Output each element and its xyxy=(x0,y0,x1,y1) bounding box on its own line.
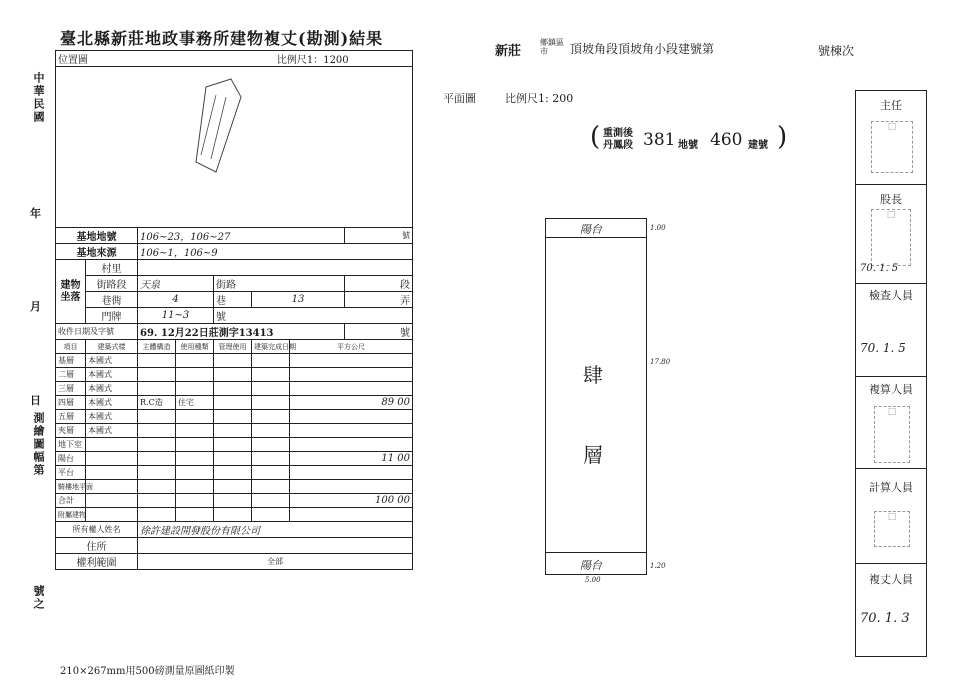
floorplan-scale: 比例尺1: 200 xyxy=(505,92,574,105)
door-suffix: 號 xyxy=(216,312,226,323)
village-label: 村里 xyxy=(101,264,122,275)
owner-label: 所有權人姓名 xyxy=(72,525,121,534)
col-usage: 使用種類 xyxy=(176,340,214,354)
floorplan-label: 平面圖 xyxy=(443,92,476,105)
section-head-stamp: □ xyxy=(871,209,911,266)
col-area: 平方公尺 xyxy=(290,340,413,354)
door-value: 11~3 xyxy=(161,310,190,321)
section-suffix: 段 xyxy=(400,280,410,291)
road-value: 天泉 xyxy=(140,280,160,291)
col-management: 管理使用 xyxy=(214,340,252,354)
district-type: 鄉鎮區市 xyxy=(540,38,564,56)
receipt-label: 收件日期及字號 xyxy=(58,326,114,336)
road-label: 街路段 xyxy=(96,280,127,291)
table-row: 夾層 本國式 xyxy=(56,424,413,438)
location-sketch xyxy=(56,67,411,227)
balcony-top-label: 陽台 xyxy=(580,223,602,236)
base-lot-value: 106~23，106~27 xyxy=(140,232,231,243)
table-row: 騎樓地平面 xyxy=(56,480,413,494)
building-location-label: 建物坐落 xyxy=(60,279,81,303)
owner-value: 徐許建設開發股份有限公司 xyxy=(140,526,260,537)
road-suffix: 街路 xyxy=(216,280,236,291)
building-suffix: 建號 xyxy=(748,140,768,151)
base-source-value: 106~1，106~9 xyxy=(140,248,218,259)
table-row: 地下室 xyxy=(56,438,413,452)
bracket-left: ( xyxy=(590,122,601,152)
bracket-right: ) xyxy=(777,122,788,152)
section-text: 頂坡角段頂坡角小段建號第 xyxy=(570,42,715,56)
table-row: 陽台 11 00 xyxy=(56,452,413,466)
alley-suffix: 弄 xyxy=(400,296,410,307)
table-row: 二層 本國式 xyxy=(56,368,413,382)
lane-label: 巷衖 xyxy=(101,296,122,307)
lane-value: 4 xyxy=(172,294,179,305)
month-label: 月 xyxy=(30,300,41,313)
location-scale: 比例尺1：1200 xyxy=(276,55,349,66)
reviewer-stamp: □ xyxy=(874,406,910,463)
dim-top: 1.00 xyxy=(650,224,666,232)
calculator-stamp: □ xyxy=(874,511,910,547)
lot-number: 381 xyxy=(643,130,676,150)
col-structure: 主體構造 xyxy=(138,340,176,354)
era-label: 中華民國 xyxy=(32,72,45,124)
year-label: 年 xyxy=(30,207,41,220)
checker-label: 檢查人員 xyxy=(869,289,913,302)
door-label: 門牌 xyxy=(101,312,122,323)
col-completion: 建築完成日期 xyxy=(252,340,290,354)
day-label: 日 xyxy=(30,394,41,407)
rights-value: 全部 xyxy=(267,557,283,566)
base-lot-suffix: 號 xyxy=(402,231,410,240)
signature-panel xyxy=(855,90,927,657)
receipt-suffix: 號 xyxy=(400,328,410,339)
receipt-value: 69. 12月22日莊測字13413 xyxy=(140,328,274,339)
balcony-bottom-label: 陽台 xyxy=(580,559,602,572)
building-no-label: 號棟次 xyxy=(818,44,855,58)
date-2: 70. 1. 5 xyxy=(860,341,906,355)
document-title: 臺北縣新莊地政事務所建物複丈(勘測)結果 xyxy=(60,29,384,48)
number-of-label: 號之 xyxy=(32,585,45,611)
measure-sheet-label: 測繪圖幅第 xyxy=(32,412,45,477)
col-style: 建築式樣 xyxy=(86,340,138,354)
table-row: 四層 本國式 R.C造 住宅 89 00 xyxy=(56,396,413,410)
dim-bottom: 1.20 xyxy=(650,562,666,570)
table-row: 五層 本國式 xyxy=(56,410,413,424)
table-row: 三層 本國式 xyxy=(56,382,413,396)
date-3: 70. 1. 3 xyxy=(860,611,910,626)
table-row: 合計 100 00 xyxy=(56,494,413,508)
floor-label-2: 層 xyxy=(583,443,603,467)
col-item: 項目 xyxy=(56,340,86,354)
lot-suffix: 地號 xyxy=(678,140,698,151)
table-row: 平台 xyxy=(56,466,413,480)
building-number: 460 xyxy=(710,130,743,150)
dim-width: 5.00 xyxy=(585,576,601,584)
alley-label: 巷 xyxy=(216,296,226,307)
table-row: 附屬建物 xyxy=(56,508,413,522)
section-head-label: 股長 xyxy=(880,193,902,206)
reviewer-label: 複算人員 xyxy=(869,383,913,396)
location-map xyxy=(56,67,413,228)
calculator-label: 計算人員 xyxy=(869,481,913,494)
table-row: 基層 本國式 xyxy=(56,354,413,368)
floor-plan-outline xyxy=(545,218,647,575)
chief-label: 主任 xyxy=(880,99,902,112)
dim-mid: 17.80 xyxy=(650,358,671,366)
floor-label-1: 肆 xyxy=(583,363,603,387)
measurement-form xyxy=(55,50,413,570)
base-source-label: 基地來源 xyxy=(76,248,117,259)
district-label: 新莊 xyxy=(495,44,522,59)
location-map-label: 位置圖 xyxy=(58,55,88,66)
form-footer: 210×267mm用500磅測量原圖紙印製 xyxy=(60,666,235,677)
surveyor-label: 複丈人員 xyxy=(869,573,913,586)
address-label: 住所 xyxy=(86,542,107,553)
date-1: 70. 1. 5 xyxy=(860,263,899,274)
note-top: 重測後 丹鳳段 xyxy=(603,128,633,151)
alley-value: 13 xyxy=(291,294,305,305)
chief-stamp: □ xyxy=(871,121,913,173)
base-lot-label: 基地地號 xyxy=(76,232,117,243)
rights-label: 權利範圍 xyxy=(76,558,117,569)
